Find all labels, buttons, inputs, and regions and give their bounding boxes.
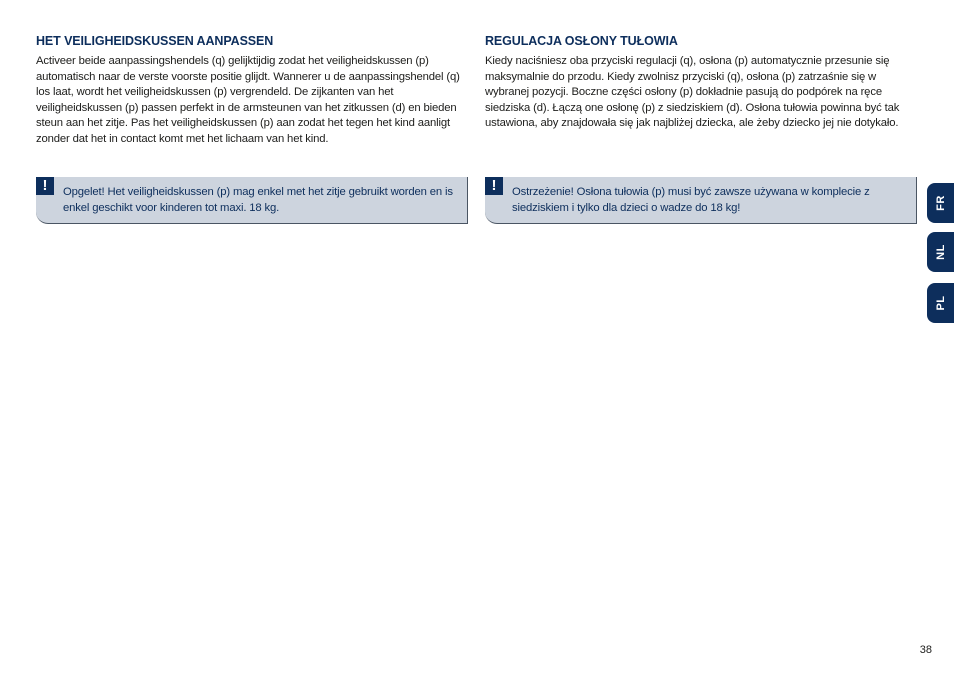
- language-tab-pl[interactable]: [927, 283, 954, 323]
- section-pl: [485, 34, 919, 132]
- warning-icon: !: [36, 177, 54, 195]
- section-nl: [36, 34, 470, 148]
- warning-text-pl: Ostrzeżenie! Osłona tułowia (p) musi być zawsze używana w komplecie z siedziskiem i tylko dla dzieci o wadze do 18 kg!: [512, 186, 870, 214]
- section-body-nl: Activeer beide aanpassingshendels (q) gelijktijdig zodat het veiligheidskussen (p) automatisch naar de verste voorste positie glijdt. Wannerer u de aanpassingshendel (q) los laat, wordt het veiligheidskussen (p) vergrendeld. De zijkanten van het veiligheidskussen (p) passen perfekt in de armsteunen van het zitkussen (d) en bieden steun aan het zitje. Pas het veiligheidskussen (p) aan zodat het tegen het kind aanligt zonder dat het in contact komt met het lichaam van het kind.: [36, 55, 460, 145]
- section-heading-nl: HET VEILIGHEIDSKUSSEN AANPASSEN: [36, 34, 274, 48]
- warning-text-nl: Opgelet! Het veiligheidskussen (p) mag enkel met het zitje gebruikt worden en is enkel geschikt voor kinderen tot maxi. 18 kg.: [63, 186, 453, 214]
- page-number: 38: [919, 644, 932, 656]
- language-tab-label: PL: [934, 295, 947, 311]
- language-tab-fr[interactable]: [927, 183, 954, 223]
- language-tab-nl[interactable]: [927, 232, 954, 272]
- warning-icon: !: [485, 177, 503, 195]
- language-tab-label: FR: [934, 195, 947, 211]
- warning-box-pl: [485, 177, 917, 224]
- section-body-pl: Kiedy naciśniesz oba przyciski regulacji (q), osłona (p) automatycznie przesunie się maksymalnie do przodu. Kiedy zwolnisz przyciski (q), osłona (p) zatrzaśnie się w wybranej pozycji. Boczne części osłony (p) dokładnie pasują do podpórek na ręce siedziska (d). Łączą one osłonę (p) z siedziskiem (d). Osłona tułowia powinna być tak ustawiona, aby znajdowała się jak najbliżej dziecka, ale żeby dziecko jej nie dotykało.: [485, 55, 900, 130]
- section-heading-pl: REGULACJA OSŁONY TUŁOWIA: [485, 34, 678, 48]
- language-tab-label: NL: [934, 244, 947, 260]
- warning-box-nl: [36, 177, 468, 224]
